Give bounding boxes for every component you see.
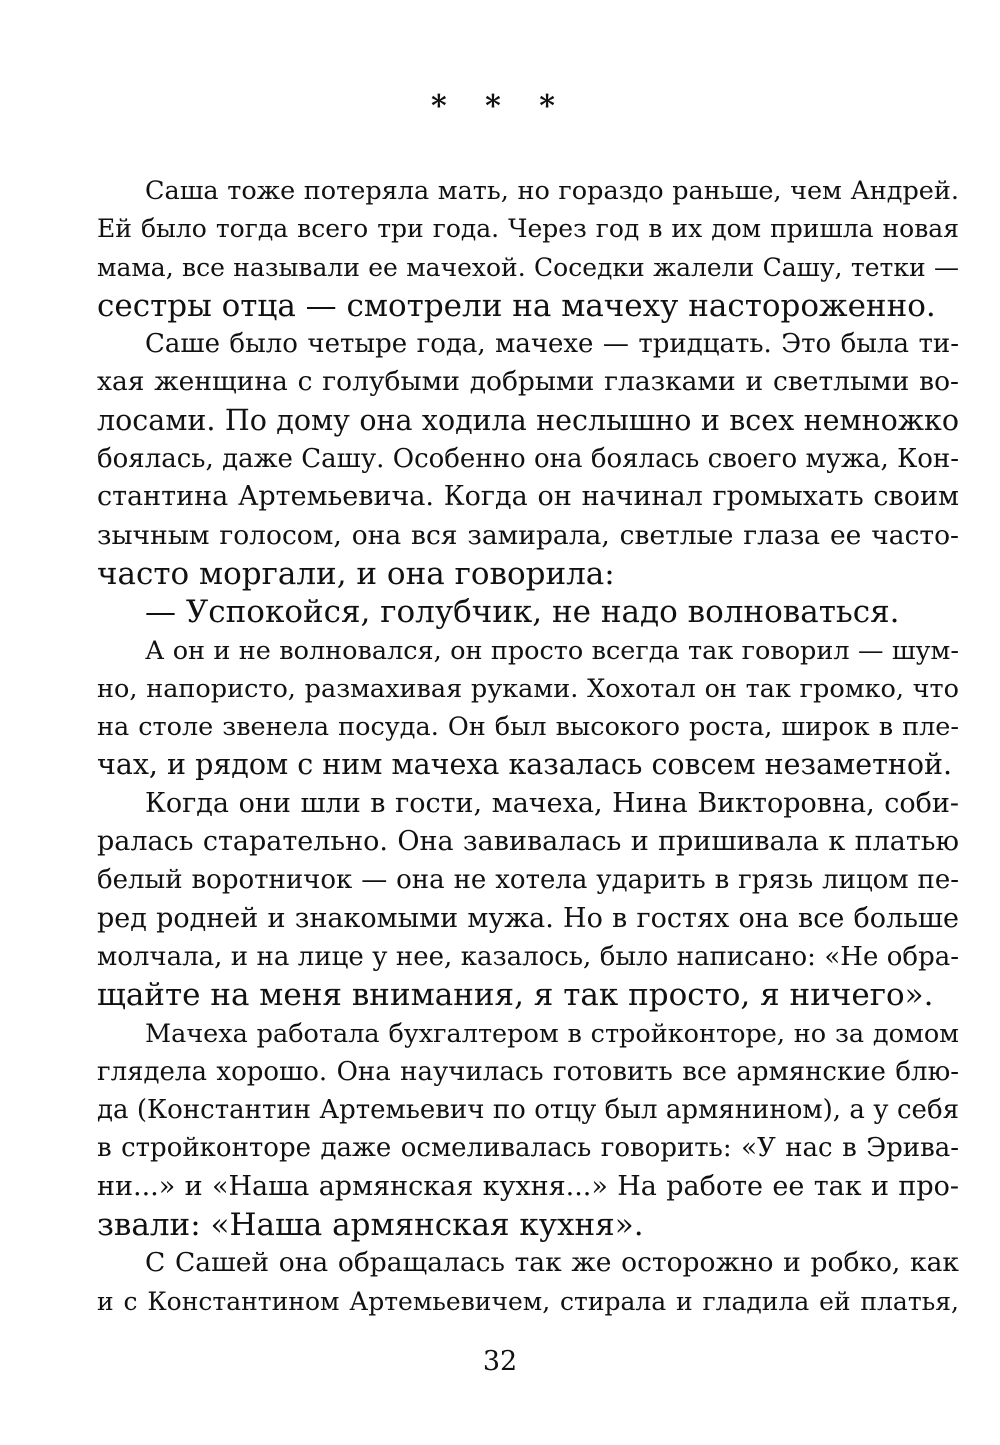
text-line: молчала, и на лице у нее, казалось, было написано: «Не обра- bbox=[97, 941, 959, 972]
text-line: Саша тоже потеряла мать, но гораздо раньше, чем Андрей. bbox=[145, 176, 959, 206]
text-line: белый воротничок — она не хотела ударить в грязь лицом пе- bbox=[97, 865, 959, 896]
text-line: на столе звенела посуда. Он был высокого роста, широк в пле- bbox=[97, 712, 959, 743]
text-line: часто моргали, и она говорила: bbox=[97, 555, 615, 592]
text-line: глядела хорошо. Она научилась готовить все армянские блю- bbox=[97, 1056, 959, 1087]
text-line: звали: «Наша армянская кухня». bbox=[97, 1207, 644, 1244]
text-line: мама, все называли ее мачехой. Соседки жалели Сашу, тетки — bbox=[97, 252, 959, 282]
text-line: А он и не волновался, он просто всегда так говорил — шум- bbox=[145, 635, 959, 666]
page-number: 32 bbox=[482, 1346, 518, 1377]
text-line: зычным голосом, она вся замирала, светлые глаза ее часто- bbox=[97, 519, 959, 551]
text-line: чах, и рядом с ним мачеха казалась совсем незаметной. bbox=[97, 748, 953, 782]
text-line: стантина Артемьевича. Когда он начинал громыхать своим bbox=[97, 481, 959, 513]
text-line: сестры отца — смотрели на мачеху настороженно. bbox=[97, 287, 936, 324]
text-line: С Сашей она обращалась так же осторожно и робко, как bbox=[145, 1247, 959, 1279]
text-line: и с Константином Артемьевичем, стирала и гладила ей платья, bbox=[97, 1286, 959, 1316]
text-line: Ей было тогда всего три года. Через год в их дом пришла новая bbox=[97, 214, 959, 244]
text-line: — Успокойся, голубчик, не надо волноваться. bbox=[145, 594, 900, 631]
text-line: лосами. По дому она ходила неслышно и всех немножко bbox=[97, 403, 959, 437]
text-line: хая женщина с голубыми добрыми глазками и светлыми во- bbox=[97, 366, 959, 398]
text-line: ни...» и «Наша армянская кухня...» На работе ее так и про- bbox=[97, 1170, 959, 1202]
text-line: боялась, даже Сашу. Особенно она боялась своего мужа, Кон- bbox=[97, 444, 959, 475]
text-line: но, напористо, размахивая руками. Хохотал он так громко, что bbox=[97, 673, 959, 704]
text-line: Саше было четыре года, мачехе — тридцать. Это была ти- bbox=[145, 329, 959, 360]
body-text bbox=[97, 172, 959, 1321]
text-line: щайте на меня внимания, я так просто, я ничего». bbox=[97, 977, 934, 1014]
text-line: Когда они шли в гости, мачеха, Нина Викторовна, соби- bbox=[145, 787, 959, 819]
section-separator: * * * bbox=[431, 89, 569, 124]
text-line: ред родней и знакомыми мужа. Но в гостях она все больше bbox=[97, 902, 959, 934]
text-line: Мачеха работала бухгалтером в стройконторе, но за домом bbox=[145, 1018, 959, 1049]
text-line: ралась старательно. Она завивалась и пришивала к платью bbox=[97, 826, 959, 858]
text-line: да (Константин Артемьевич по отцу был армянином), а у себя bbox=[97, 1095, 959, 1126]
text-line: в стройконторе даже осмеливалась говорить: «У нас в Эрива- bbox=[97, 1133, 959, 1164]
